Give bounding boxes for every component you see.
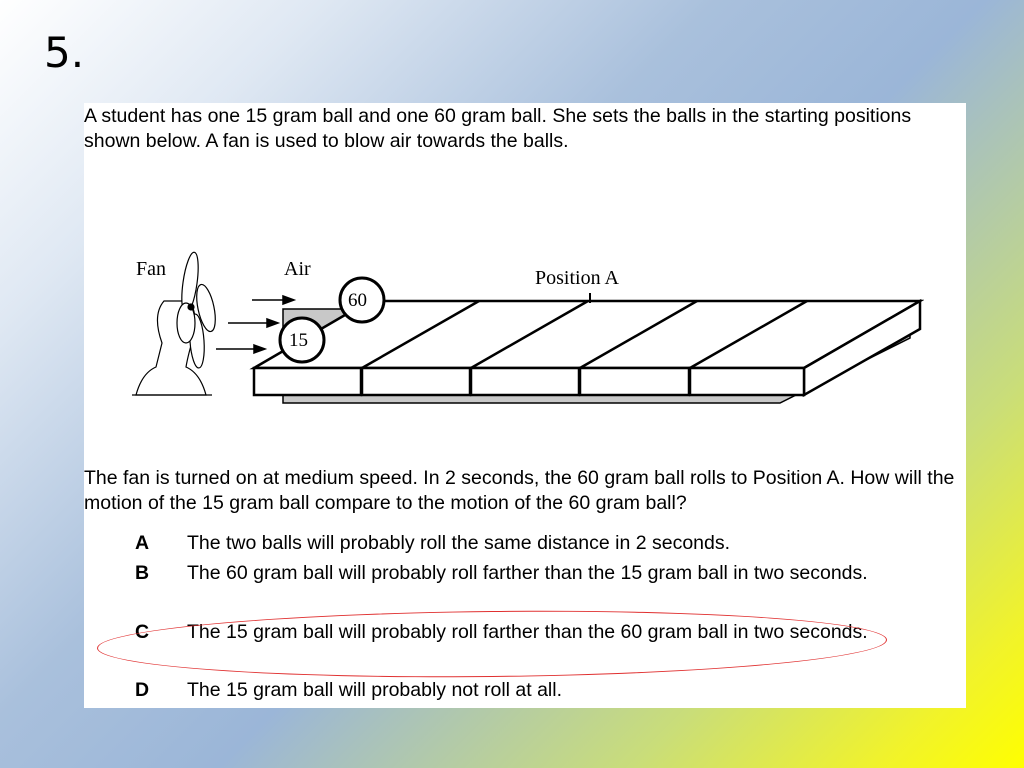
intro-text: A student has one 15 gram ball and one 60 gram ball. She sets the balls in the starting positions shown below. A fan is used to blow air towards the balls. — [84, 105, 912, 152]
air-label: Air — [284, 258, 311, 280]
question-text: The fan is turned on at medium speed. In 2 seconds, the 60 gram ball rolls to Position A. How will the motion of the 15 gram ball compare to the motion of the 60 gram ball? — [84, 467, 955, 514]
choice-letter: D — [135, 679, 150, 701]
ramp-board — [362, 368, 470, 395]
fan-label: Fan — [136, 258, 166, 280]
choice-letter: A — [135, 532, 150, 554]
slide-number: 5. — [44, 28, 85, 77]
ramp-board — [471, 368, 579, 395]
ramp-board — [690, 368, 804, 395]
ramp-board — [580, 368, 689, 395]
position-a-label: Position A — [535, 267, 619, 289]
choice-text: The 60 gram ball will probably roll farther than the 15 gram ball in two seconds. — [187, 562, 868, 584]
ball-60-label: 60 — [348, 290, 367, 311]
choice-letter: B — [135, 562, 150, 584]
choice-letter: C — [135, 621, 150, 643]
choice-text: The 15 gram ball will probably not roll at all. — [187, 679, 563, 701]
ramp-board — [254, 368, 361, 395]
answer-highlight-ellipse — [97, 607, 888, 681]
choice-text: The 15 gram ball will probably roll farther than the 60 gram ball in two seconds. — [187, 621, 868, 643]
ball-15-label: 15 — [289, 330, 308, 351]
choice-text: The two balls will probably roll the same distance in 2 seconds. — [187, 532, 731, 554]
fan-ramp-diagram — [124, 243, 924, 443]
question-card — [84, 103, 966, 708]
